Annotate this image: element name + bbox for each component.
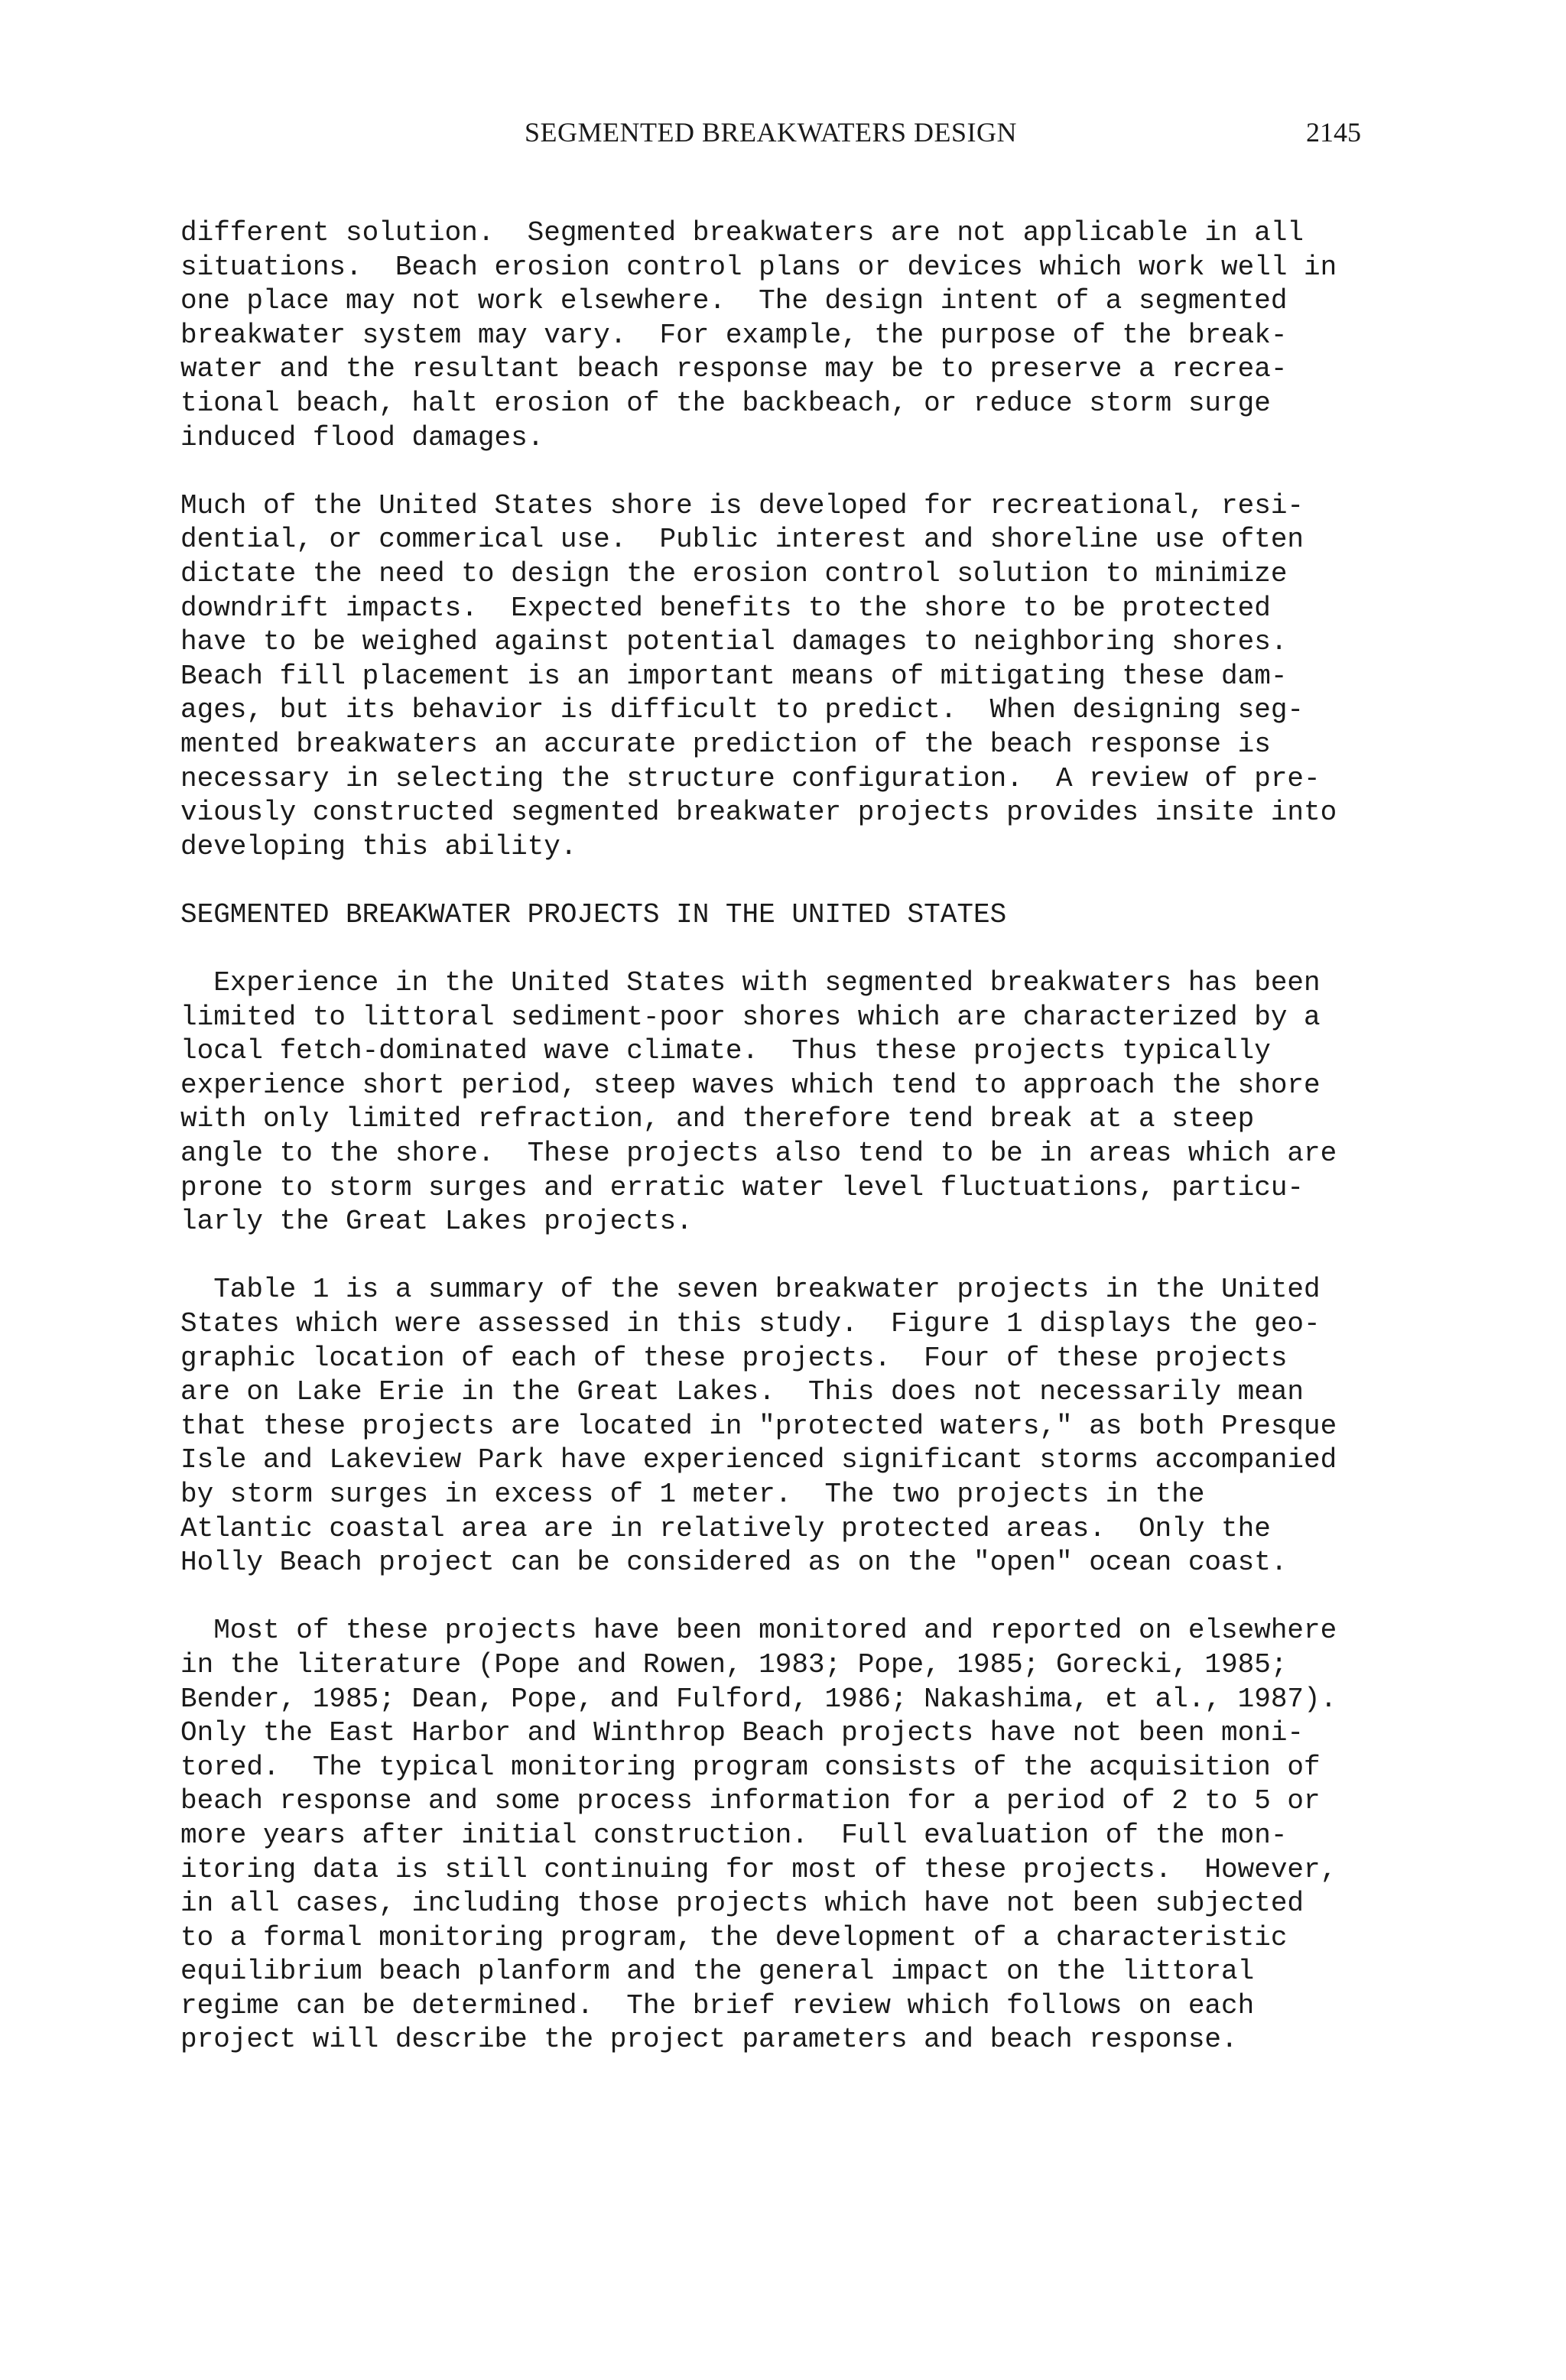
paragraph-gap	[180, 932, 1373, 966]
running-title: SEGMENTED BREAKWATERS DESIGN	[525, 117, 1017, 148]
paragraph-table-summary: Table 1 is a summary of the seven breakwater projects in the United States which were assessed in this study. Figure 1 displays the geo- graphic location of each of these projects. Four of these projects are on Lake Erie in the Great Lakes. This does not necessarily mean that these projects are located in "protected waters," as both Presque Isle and Lakeview Park have experienced significant storms accompanied by storm surges in excess of 1 meter. The two projects in the Atlantic coastal area are in relatively protected areas. Only the Holly Beach project can be considered as on the "open" ocean coast.	[180, 1274, 1337, 1579]
paragraph-gap	[180, 1239, 1373, 1274]
body-text	[180, 216, 1373, 2057]
paragraph-intro-continued: different solution. Segmented breakwaters are not applicable in all situations. Beach erosion control plans or devices which work well in one place may not work elsewhere. The design intent of a segmented breakwater system may vary. For example, the purpose of the break- water and the resultant beach response may be to preserve a recrea- tional beach, halt erosion of the backbeach, or reduce storm surge induced flood damages.	[180, 217, 1337, 453]
page-number: 2145	[1306, 117, 1361, 148]
section-heading: SEGMENTED BREAKWATER PROJECTS IN THE UNITED STATES	[180, 898, 1007, 930]
paragraph-gap	[180, 864, 1373, 898]
paragraph-us-shore-development: Much of the United States shore is developed for recreational, resi- dential, or commerical use. Public interest and shoreline use often dictate the need to design the erosion control solution to minimize downdrift impacts. Expected benefits to the shore to be protected have to be weighed against potential damages to neighboring shores. Beach fill placement is an important means of mitigating these dam- ages, but its behavior is difficult to predict. When designing seg- mented breakwaters an accurate prediction of the beach response is necessary in selecting the structure configuration. A review of pre- viously constructed segmented breakwater projects provides insite into developing this ability.	[180, 489, 1337, 862]
paragraph-experience: Experience in the United States with segmented breakwaters has been limited to littoral sediment-poor shores which are characterized by a local fetch-dominated wave climate. Thus these projects typically experience short period, steep waves which tend to approach the shore with only limited refraction, and therefore tend break at a steep angle to the shore. These projects also tend to be in areas which are prone to storm surges and erratic water level fluctuations, particu- larly the Great Lakes projects.	[180, 967, 1337, 1238]
paragraph-monitoring: Most of these projects have been monitored and reported on elsewhere in the literature (Pope and Rowen, 1983; Pope, 1985; Gorecki, 1985; Bender, 1985; Dean, Pope, and Fulford, 1986; Nakashima, et al., 1987). Only the East Harbor and Winthrop Beach projects have not been moni- tored. The typical monitoring program consists of the acquisition of beach response and some process information for a period of 2 to 5 or more years after initial construction. Full evaluation of the mon- itoring data is still continuing for most of these projects. However, in all cases, including those projects which have not been subjected to a formal monitoring program, the development of a characteristic equilibrium beach planform and the general impact on the littoral regime can be determined. The brief review which follows on each project will describe the project parameters and beach response.	[180, 1615, 1337, 2056]
paragraph-gap	[180, 455, 1373, 489]
paragraph-gap	[180, 1580, 1373, 1615]
running-header	[180, 113, 1361, 151]
